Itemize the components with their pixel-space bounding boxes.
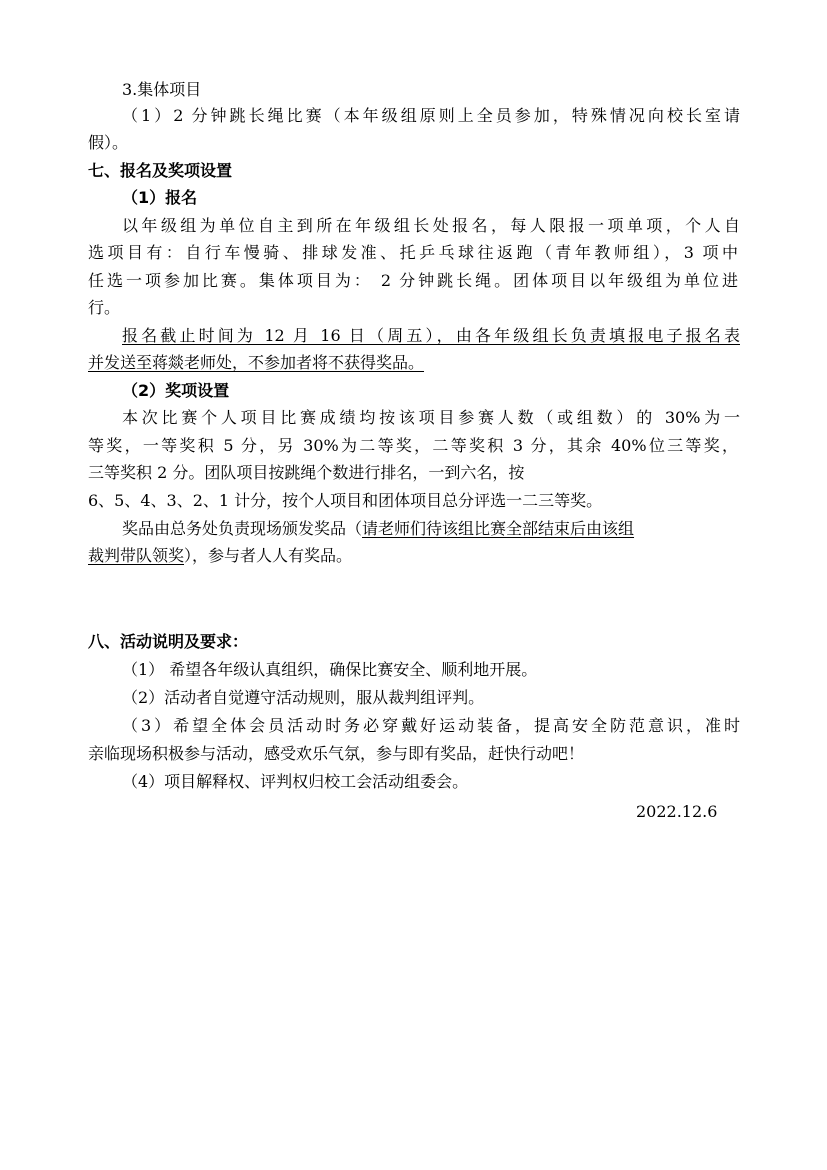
- awards-line: 等奖，一等奖积 5 分，另 30%为二等奖，二等奖积 3 分，其余 40%位三等奖，: [88, 436, 738, 455]
- awards-line: 6、5、4、3、2、1 计分，按个人项目和团体项目总分评选一二三等奖。: [88, 491, 603, 510]
- collective-item-line: （1）2 分钟跳长绳比赛（本年级组原则上全员参加，特殊情况向校长室请: [122, 106, 740, 125]
- requirement-item: 亲临现场积极参与活动，感受欢乐气氛，参与即有奖品，赶快行动吧！: [88, 744, 585, 763]
- awards-heading: （2）奖项设置: [122, 381, 230, 400]
- document-date: 2022.12.6: [636, 802, 718, 821]
- awards-line: 三等奖积 2 分。团队项目按跳绳个数进行排名，一到六名，按: [88, 463, 525, 482]
- registration-line: 选项目有：自行车慢骑、排球发准、托乒乓球往返跑（青年教师组），3 项中: [88, 243, 738, 262]
- requirement-item: （4）项目解释权、评判权归校工会活动组委会。: [122, 772, 469, 791]
- prize-text: 奖品由总务处负责现场颁发奖品（: [122, 519, 363, 538]
- registration-deadline: 报名截止时间为 12 月 16 日（周五），由各年级组长负责填报电子报名表: [122, 326, 740, 345]
- registration-heading: （1）报名: [122, 188, 198, 207]
- registration-deadline: 并发送至蒋燚老师处，不参加者将不获得奖品。: [88, 353, 425, 372]
- prize-note-underlined: 裁判带队领奖: [88, 546, 185, 565]
- section-seven-heading: 七、报名及奖项设置: [88, 161, 233, 180]
- prize-line: [88, 546, 352, 566]
- prize-text: ），参与者人人有奖品。: [184, 546, 353, 565]
- requirement-item: （2）活动者自觉遵守活动规则，服从裁判组评判。: [122, 688, 485, 707]
- collective-item-line: 假）。: [88, 133, 129, 152]
- registration-line: 任选一项参加比赛。集体项目为： 2 分钟跳长绳。团体项目以年级组为单位进: [88, 271, 738, 290]
- collective-heading: 3.集体项目: [122, 80, 202, 99]
- prize-line: [122, 519, 634, 539]
- requirement-item: （3）希望全体会员活动时务必穿戴好运动装备，提高安全防范意识，准时: [122, 716, 740, 735]
- requirement-item: （1） 希望各年级认真组织，确保比赛安全、顺利地开展。: [122, 660, 538, 679]
- prize-note-underlined: 请老师们待该组比赛全部结束后由该组: [362, 519, 635, 538]
- awards-line: 本次比赛个人项目比赛成绩均按该项目参赛人数（或组数）的 30%为一: [122, 408, 740, 427]
- registration-line: 以年级组为单位自主到所在年级组长处报名，每人限报一项单项，个人自: [122, 216, 740, 235]
- section-eight-heading: 八、活动说明及要求：: [88, 632, 249, 651]
- registration-line: 行。: [88, 298, 121, 317]
